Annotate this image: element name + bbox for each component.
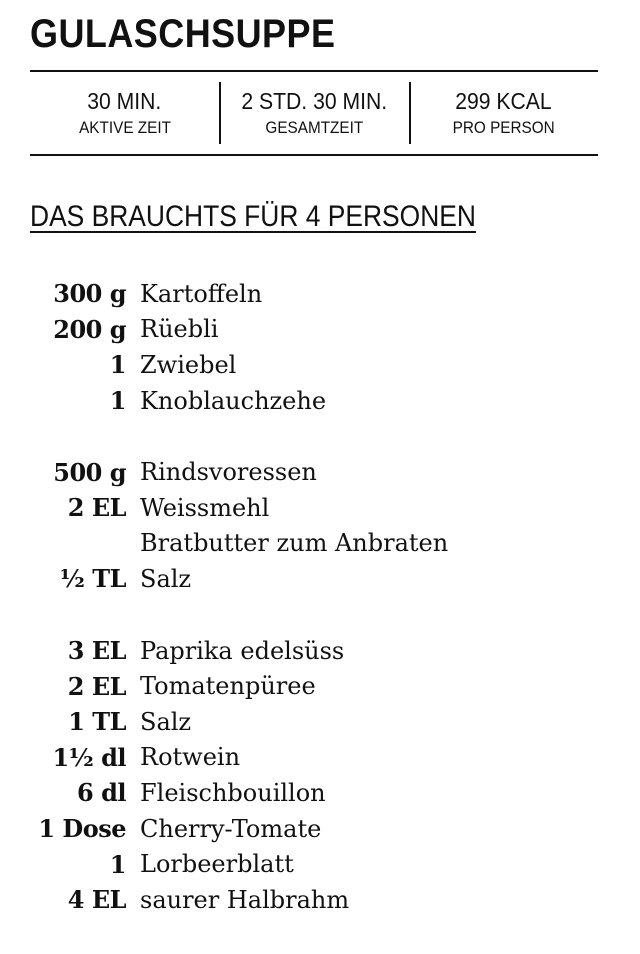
- ingredient-row: [0, 775, 640, 811]
- stat-label: AKTIVE ZEIT: [78, 118, 171, 137]
- ingredient-row: [0, 347, 640, 383]
- ingredient-quantity: 1 TL: [68, 707, 126, 737]
- ingredient-row: [0, 490, 640, 526]
- recipe-stats: [30, 70, 598, 156]
- ingredient-name: Rüebli: [140, 315, 219, 344]
- ingredient-quantity: 1: [109, 386, 126, 416]
- ingredient-name: Cherry-Tomate: [140, 814, 322, 843]
- ingredient-quantity: 3 EL: [67, 636, 126, 666]
- stat-active-time: [30, 72, 219, 154]
- ingredient-name: Knoblauchzehe: [140, 386, 327, 415]
- ingredient-row: [0, 846, 640, 882]
- ingredient-quantity: 1 Dose: [38, 814, 126, 844]
- ingredient-row: [0, 668, 640, 704]
- ingredient-name: Rindsvoressen: [140, 458, 317, 487]
- ingredient-quantity: 300 g: [53, 279, 126, 309]
- ingredient-name: Tomatenpüree: [140, 672, 316, 701]
- ingredients-heading: DAS BRAUCHTS FÜR 4 PERSONEN: [30, 200, 476, 233]
- ingredient-row: [0, 276, 640, 312]
- ingredient-quantity: 1: [109, 849, 126, 879]
- ingredient-quantity: 500 g: [53, 457, 126, 487]
- ingredient-row: [0, 811, 640, 847]
- ingredient-row: [0, 312, 640, 348]
- ingredient-name: Lorbeerblatt: [140, 850, 294, 879]
- ingredient-row: [0, 740, 640, 776]
- ingredient-row: [0, 561, 640, 597]
- ingredient-name: Salz: [140, 707, 192, 736]
- ingredient-quantity: 2 EL: [67, 671, 126, 701]
- ingredient-row: [0, 633, 640, 669]
- ingredient-quantity: 2 EL: [67, 493, 126, 523]
- stat-calories: [409, 72, 598, 154]
- recipe-title: GULASCHSUPPE: [30, 12, 336, 56]
- ingredient-row: [0, 383, 640, 419]
- stat-label: PRO PERSON: [452, 118, 555, 137]
- ingredient-group: [0, 633, 640, 918]
- ingredient-row: [0, 526, 640, 562]
- stat-value: 299 KCAL: [455, 88, 552, 114]
- ingredient-name: Kartoffeln: [140, 279, 263, 308]
- ingredient-name: Weissmehl: [140, 493, 270, 522]
- stat-label: GESAMTZEIT: [265, 118, 363, 137]
- ingredient-row: [0, 454, 640, 490]
- stat-total-time: [219, 72, 408, 154]
- ingredient-quantity: ½ TL: [59, 564, 126, 594]
- ingredient-quantity: 4 EL: [67, 885, 126, 915]
- ingredient-name: Paprika edelsüss: [140, 636, 345, 665]
- ingredient-name: Zwiebel: [140, 350, 237, 379]
- stat-value: 2 STD. 30 MIN.: [241, 88, 387, 114]
- ingredient-group: [0, 454, 640, 596]
- ingredient-name: Rotwein: [140, 743, 241, 772]
- ingredient-name: saurer Halbrahm: [140, 885, 350, 914]
- ingredient-row: [0, 704, 640, 740]
- ingredient-quantity: 1: [109, 350, 126, 380]
- ingredient-group: [0, 276, 640, 418]
- ingredients-list: [0, 276, 640, 954]
- stat-value: 30 MIN.: [87, 88, 162, 114]
- ingredient-row: [0, 882, 640, 918]
- ingredient-name: Salz: [140, 564, 192, 593]
- ingredient-quantity: 6 dl: [77, 778, 126, 808]
- ingredient-name: Fleischbouillon: [140, 778, 326, 807]
- ingredient-quantity: 200 g: [53, 314, 126, 344]
- ingredient-quantity: 1½ dl: [52, 742, 126, 772]
- ingredient-name: Bratbutter zum Anbraten: [140, 529, 449, 558]
